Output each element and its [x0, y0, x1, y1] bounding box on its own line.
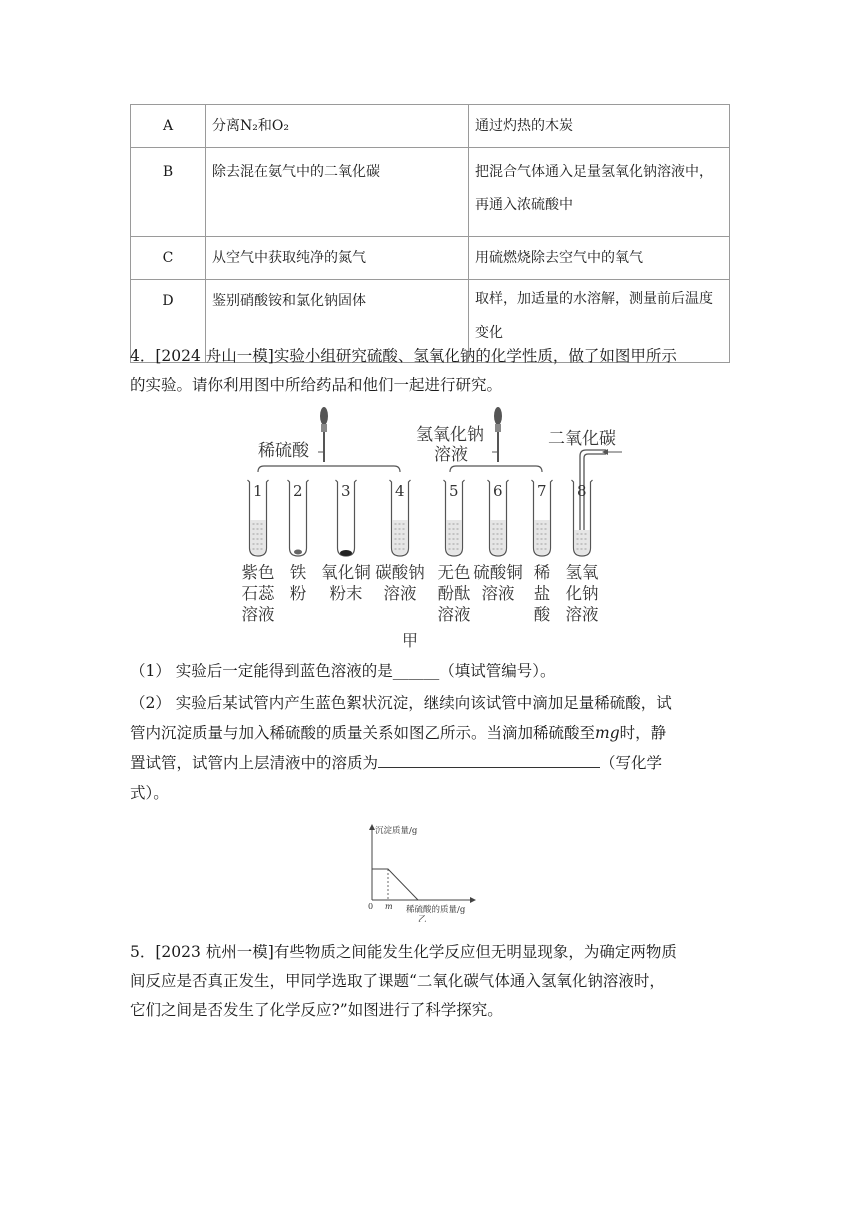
variable-mg: mg	[595, 724, 620, 742]
tube-label-line: 氢氧	[565, 563, 599, 582]
tube-label-line: 碳酸钠	[375, 563, 425, 582]
table-row	[131, 105, 730, 148]
test-tube-7	[532, 480, 553, 624]
dropper-h2so4	[258, 407, 400, 472]
tube-label-line: 酸	[533, 605, 551, 624]
question-4-stem	[130, 342, 730, 400]
option-letter: A	[131, 105, 206, 148]
question-5-stem	[130, 938, 730, 1025]
tube-label-line: 溶液	[437, 605, 471, 624]
tube-label-line: 酚酞	[437, 584, 471, 603]
figure-caption-jia: 甲	[402, 631, 419, 650]
y-axis-label: 沉淀质量/g	[375, 826, 418, 836]
tube-label-line: 紫色	[241, 563, 275, 582]
answer-blank[interactable]	[378, 749, 600, 768]
label-co2: 二氧化碳	[548, 429, 616, 449]
method-line: 把混合气体通入足量氢氧化钠溶液中，	[475, 164, 713, 180]
tube-number: 7	[537, 482, 547, 500]
option-letter: C	[131, 237, 206, 280]
stem-line: 4．[2024 舟山一模]实验小组研究硫酸、氢氧化钠的化学性质，做了如图甲所示	[130, 347, 677, 365]
tube-label-line: 化钠	[565, 584, 599, 603]
method-line: 变化	[475, 325, 503, 341]
tube-label-line: 石蕊	[241, 584, 275, 603]
question-4-part-1	[130, 657, 730, 685]
test-tube-6	[473, 480, 523, 603]
test-tube-2	[288, 480, 309, 603]
test-tube-group	[242, 480, 600, 624]
label-naoh-line2: 溶液	[434, 445, 468, 465]
stem-line: 间反应是否真正发生，甲同学选取了课题“二氧化碳气体通入氢氧化钠溶液时，	[130, 972, 665, 990]
tube-label-line: 硫酸铜	[473, 563, 523, 582]
test-tube-8	[566, 480, 600, 624]
test-tube-1	[242, 480, 276, 624]
label-naoh-line1: 氢氧化钠	[416, 425, 484, 445]
test-tube-5	[438, 480, 472, 624]
table-row	[131, 148, 730, 237]
test-tube-4	[375, 480, 425, 603]
option-purpose: 除去混在氨气中的二氧化碳	[206, 148, 469, 237]
tube-label-line: 溶液	[481, 584, 515, 603]
part2-line	[130, 748, 730, 778]
option-purpose	[206, 105, 469, 148]
stem-line: 它们之间是否发生了化学反应?”如图进行了科学探究。	[130, 1001, 503, 1019]
tube-label-line: 氧化铜	[321, 563, 371, 582]
answer-blank[interactable]: ______	[392, 662, 440, 680]
stem-line: 的实验。请你利用图中所给药品和他们一起进行研究。	[130, 376, 503, 394]
table-row	[131, 237, 730, 280]
option-letter: D	[131, 280, 206, 363]
tube-liquid	[251, 520, 266, 555]
part2-line	[130, 718, 730, 748]
label-h2so4: 稀硫酸	[258, 441, 309, 461]
part2-line: （2） 实验后某试管内产生蓝色絮状沉淀，继续向该试管中滴加足量稀硫酸，试	[130, 694, 672, 712]
option-letter: B	[131, 148, 206, 237]
tube-liquid	[393, 520, 408, 555]
option-purpose: 鉴别硝酸铵和氯化钠固体	[206, 280, 469, 363]
figure-caption-yi: 乙	[418, 915, 427, 922]
tube-label-line: 铁	[289, 563, 307, 582]
method-line: 再通入浓硫酸中	[475, 197, 573, 213]
figure-jia-test-tubes	[230, 404, 630, 654]
tube-label-line: 盐	[533, 584, 551, 603]
tube-liquid	[447, 520, 462, 555]
test-tube-3	[321, 480, 371, 603]
option-method	[469, 148, 730, 237]
tube-number: 3	[341, 482, 351, 500]
tube-number: 8	[577, 482, 587, 500]
part1-suffix: （填试管编号）。	[439, 662, 556, 680]
precipitate-curve	[372, 869, 418, 900]
stem-line: 5．[2023 杭州一模]有些物质之间能发生化学反应但无明显现象，为确定两物质	[130, 943, 677, 961]
part1-text: （1） 实验后一定能得到蓝色溶液的是	[130, 662, 393, 680]
part2-line: 式）。	[130, 784, 169, 802]
tube-number: 6	[493, 482, 503, 500]
part2-text: 置试管，试管内上层清液中的溶质为	[130, 754, 379, 772]
tube-number: 5	[449, 482, 459, 500]
chem-formula: N₂和O₂	[240, 118, 289, 134]
options-table	[130, 104, 730, 363]
m-label: m	[385, 902, 393, 911]
tube-label-line: 稀	[533, 563, 551, 582]
tube-label-line: 无色	[437, 563, 471, 582]
part2-text: 时，静	[619, 724, 667, 742]
tube-label-line: 溶液	[241, 605, 275, 624]
tube-label-line: 溶液	[565, 605, 599, 624]
x-axis-arrow	[470, 897, 476, 903]
question-4-part-2	[130, 688, 730, 808]
tube-liquid	[535, 520, 550, 555]
x-axis-label: 稀硫酸的质量/g	[406, 905, 466, 915]
part2-text: 管内沉淀质量与加入稀硫酸的质量关系如图乙所示。当滴加稀硫酸至	[130, 724, 596, 742]
part2-text: （写化学	[600, 754, 663, 772]
option-purpose: 从空气中获取纯净的氮气	[206, 237, 469, 280]
tube-label-line: 粉	[289, 584, 307, 603]
tube-number: 4	[395, 482, 405, 500]
tube-number: 1	[253, 482, 263, 500]
origin-label: 0	[368, 902, 374, 911]
method-line: 取样，加适量的水溶解，测量前后温度	[475, 291, 713, 307]
option-method: 通过灼热的木炭	[469, 105, 730, 148]
option-method: 用硫燃烧除去空气中的氧气	[469, 237, 730, 280]
figure-yi-graph	[360, 822, 490, 922]
iron-powder	[294, 550, 302, 555]
tube-number: 2	[293, 482, 303, 500]
tube-liquid	[491, 520, 506, 555]
purpose-text: 分离	[212, 118, 240, 134]
tube-label-line: 溶液	[383, 584, 417, 603]
copper-oxide-powder	[340, 550, 352, 556]
tube-label-line: 粉末	[329, 584, 363, 603]
